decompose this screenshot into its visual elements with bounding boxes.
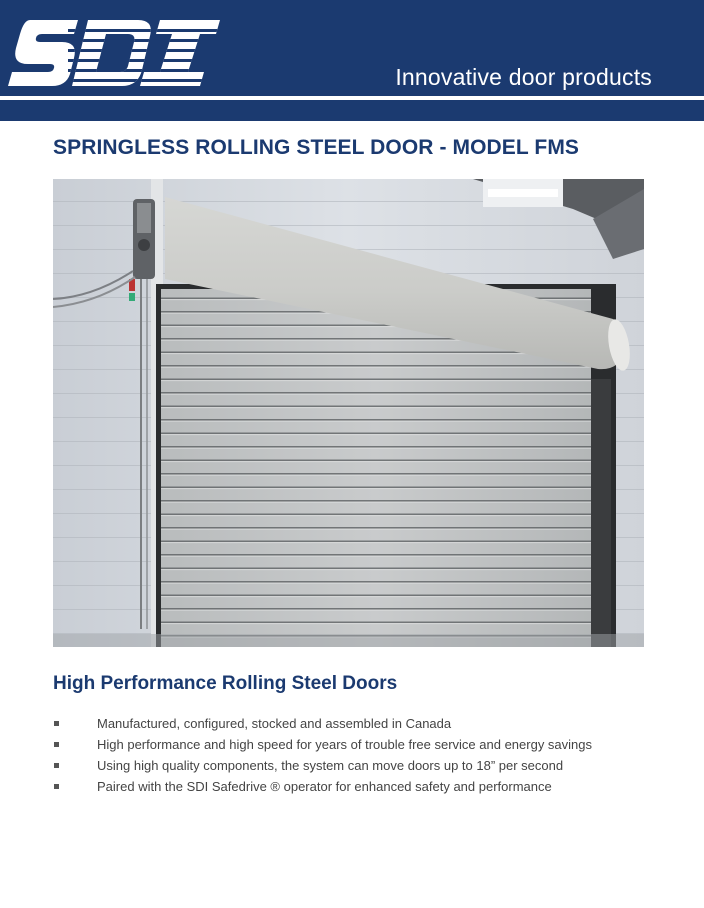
rolling-steel-door-photo — [53, 179, 644, 647]
bullet-square-icon — [54, 742, 59, 747]
bullet-square-icon — [54, 784, 59, 789]
list-item — [53, 755, 592, 776]
sdi-logo — [8, 18, 222, 88]
section-heading: High Performance Rolling Steel Doors — [53, 673, 398, 694]
list-item-text: Manufactured, configured, stocked and assembled in Canada — [97, 716, 452, 731]
list-item-text: High performance and high speed for years of trouble free service and energy savings — [97, 737, 593, 752]
list-item — [53, 734, 592, 755]
list-item-text: Paired with the SDI Safedrive ® operator for enhanced safety and performance — [97, 779, 552, 794]
header-divider — [0, 96, 704, 100]
bullet-square-icon — [54, 721, 59, 726]
header-banner — [0, 0, 704, 121]
bullet-square-icon — [54, 763, 59, 768]
page-title: SPRINGLESS ROLLING STEEL DOOR - MODEL FMS — [53, 136, 580, 159]
tagline: Innovative door products — [395, 64, 652, 90]
list-item — [53, 776, 592, 797]
list-item-text: Using high quality components, the system can move doors up to 18” per second — [97, 758, 564, 773]
feature-list — [53, 713, 592, 797]
list-item — [53, 713, 592, 734]
